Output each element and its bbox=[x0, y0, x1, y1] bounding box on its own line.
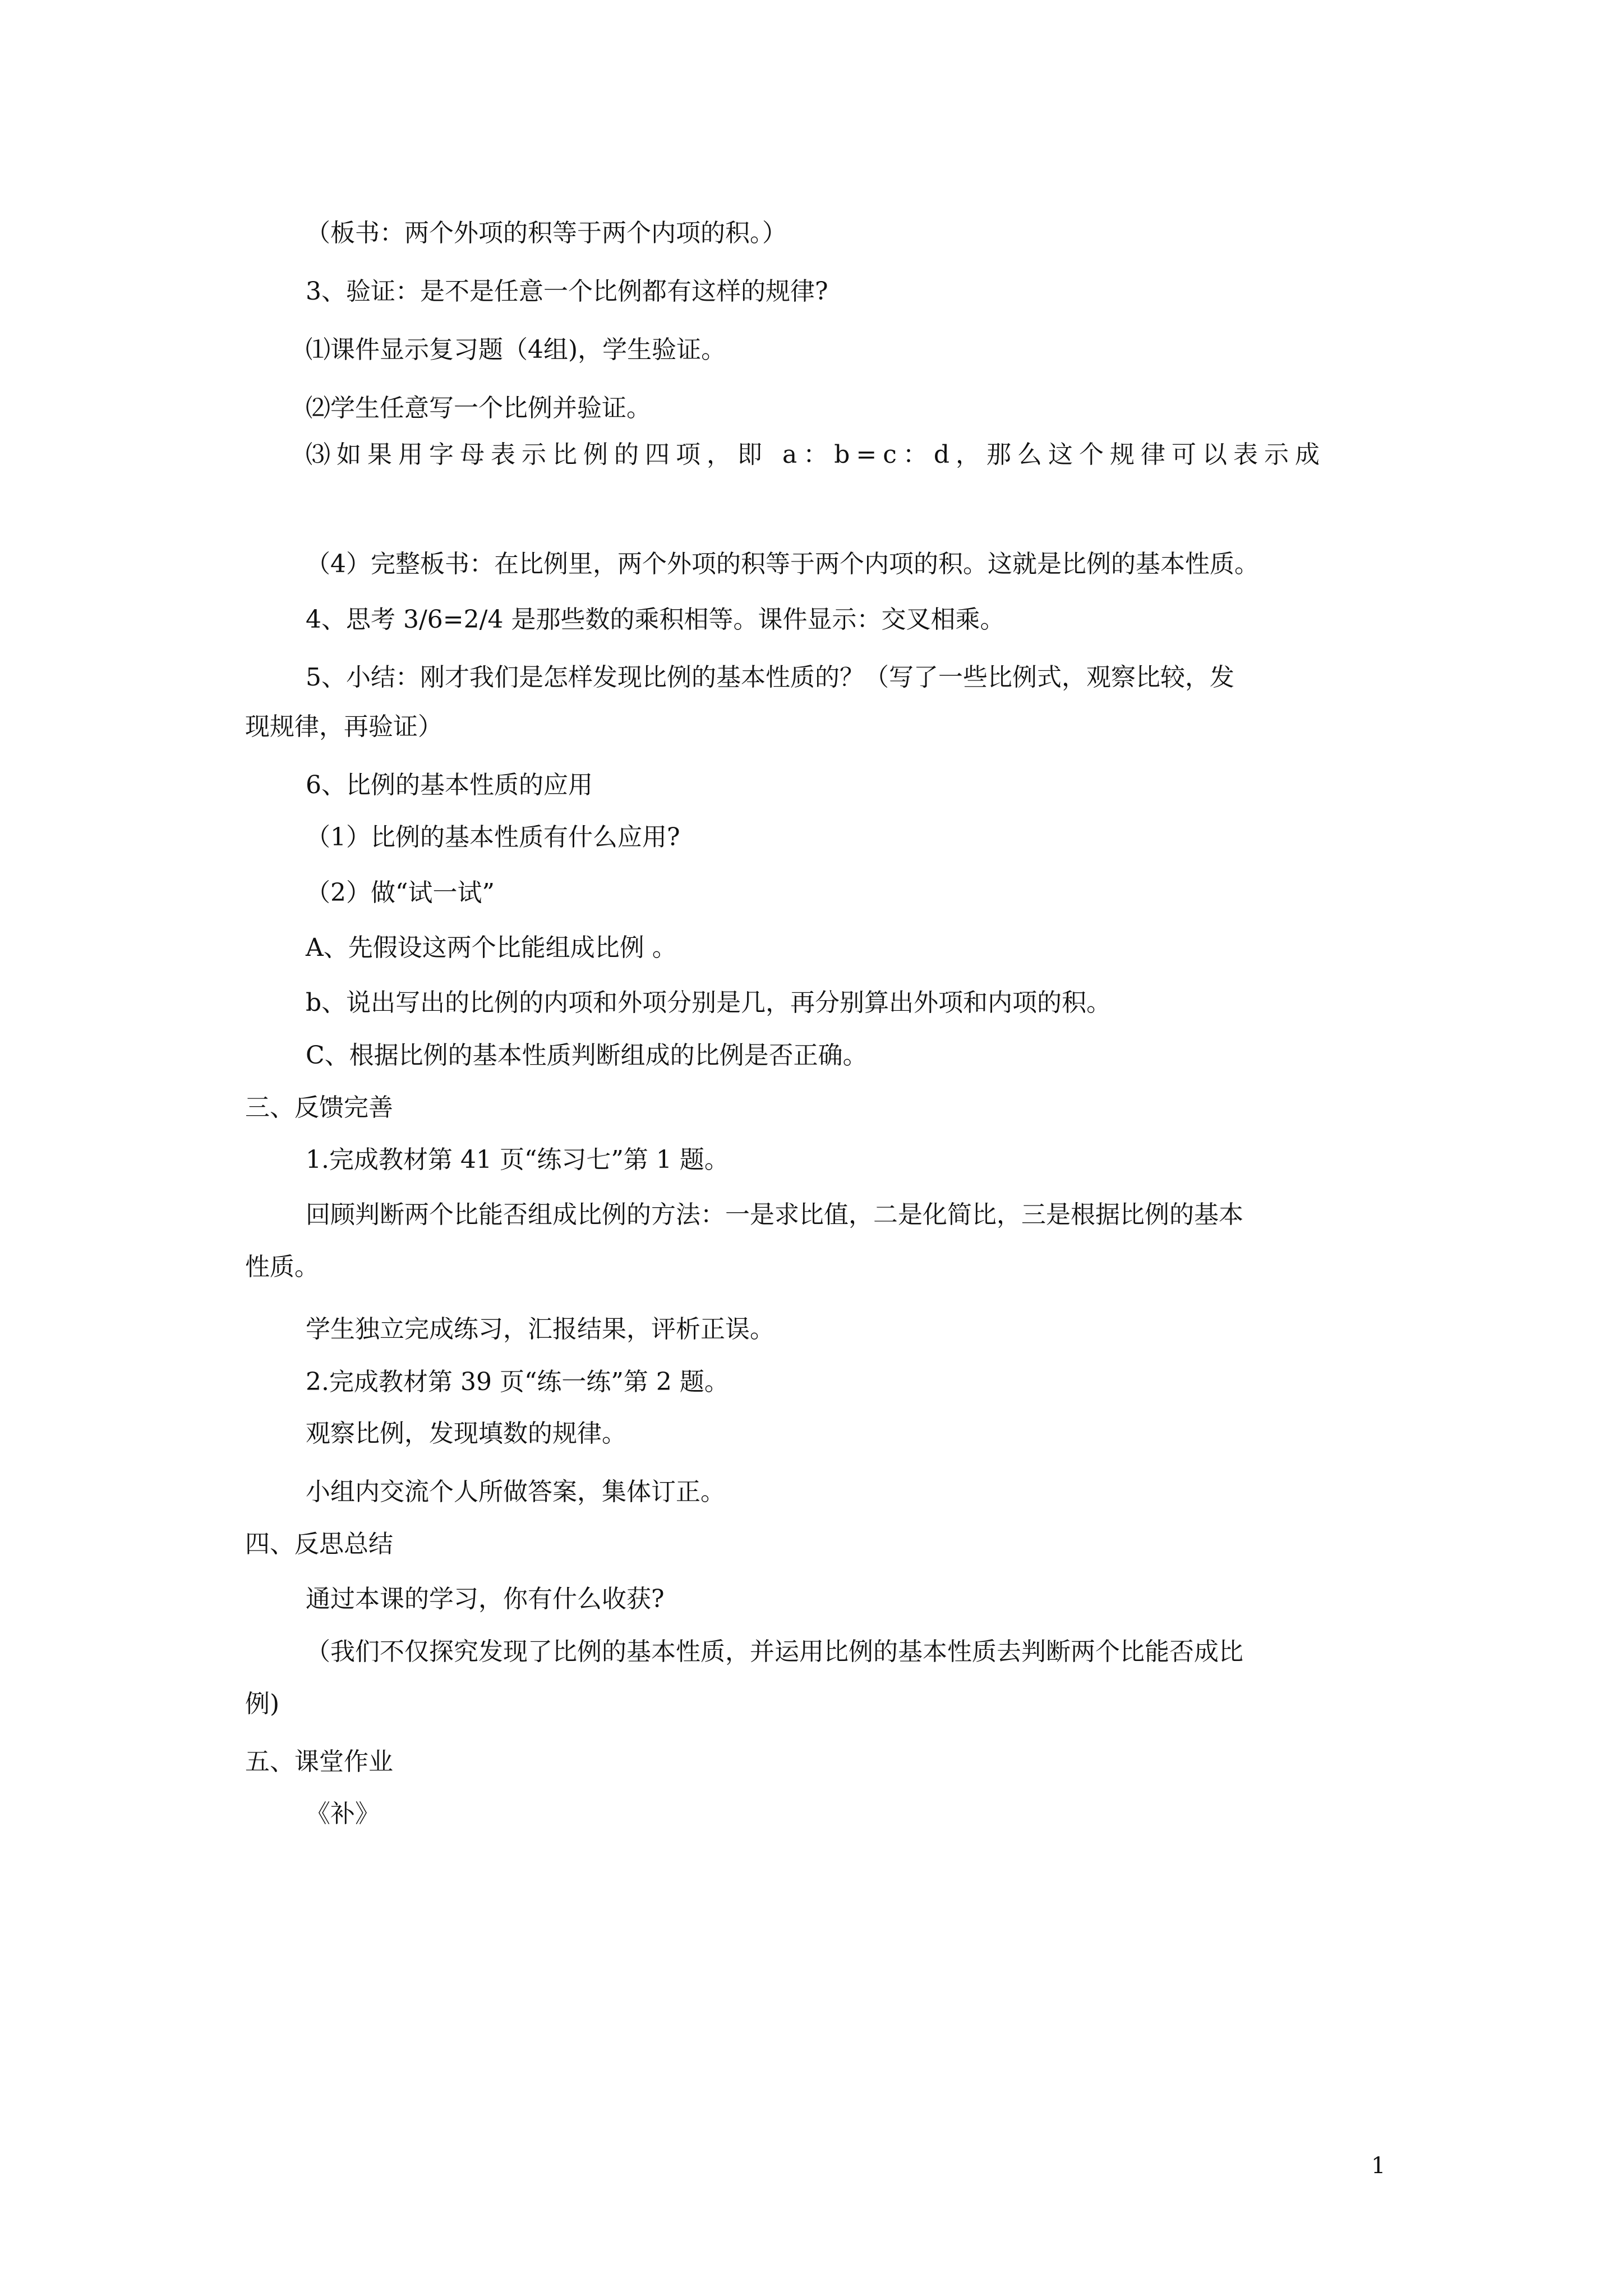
text-line-5: ⑶如果用字母表示比例的四项，即 a：b=c：d，那么这个规律可以表示成 bbox=[306, 440, 1326, 469]
text-line-19: 性质。 bbox=[245, 1253, 319, 1281]
text-line-12: （2）做“试一试” bbox=[306, 878, 495, 907]
text-line-9: 现规律，再验证） bbox=[245, 712, 442, 741]
text-line-8: 5、小结：刚才我们是怎样发现比例的基本性质的？（写了一些比例式，观察比较，发 bbox=[306, 663, 1234, 692]
text-line-7: 4、思考 3/6=2/4 是那些数的乘积相等。课件显示：交叉相乘。 bbox=[306, 605, 1005, 634]
text-line-1: （板书：两个外项的积等于两个内项的积。） bbox=[306, 219, 787, 247]
page-number: 1 bbox=[1371, 2153, 1386, 2179]
section-heading-3: 三、反馈完善 bbox=[245, 1093, 393, 1122]
text-line-29: 《补》 bbox=[306, 1800, 380, 1828]
text-line-3: ⑴课件显示复习题（4组)，学生验证。 bbox=[306, 335, 726, 364]
text-line-25: 通过本课的学习，你有什么收获? bbox=[306, 1585, 665, 1613]
text-line-14: b、说出写出的比例的内项和外项分别是几，再分别算出外项和内项的积。 bbox=[306, 988, 1112, 1017]
text-line-21: 2.完成教材第 39 页“练一练”第 2 题。 bbox=[306, 1368, 729, 1396]
text-line-22: 观察比例，发现填数的规律。 bbox=[306, 1419, 626, 1448]
section-heading-5: 五、课堂作业 bbox=[245, 1747, 393, 1776]
text-line-6: （4）完整板书：在比例里，两个外项的积等于两个内项的积。这就是比例的基本性质。 bbox=[306, 550, 1259, 578]
text-line-11: （1）比例的基本性质有什么应用? bbox=[306, 823, 680, 852]
text-line-10: 6、比例的基本性质的应用 bbox=[306, 771, 593, 799]
text-line-17: 1.完成教材第 41 页“练习七”第 1 题。 bbox=[306, 1145, 729, 1174]
text-line-15: C、根据比例的基本性质判断组成的比例是否正确。 bbox=[306, 1041, 868, 1070]
text-line-4: ⑵学生任意写一个比例并验证。 bbox=[306, 394, 651, 422]
text-line-13: A、先假设这两个比能组成比例 。 bbox=[306, 933, 677, 962]
text-line-26: （我们不仅探究发现了比例的基本性质，并运用比例的基本性质去判断两个比能否成比 bbox=[306, 1637, 1243, 1666]
text-line-20: 学生独立完成练习，汇报结果，评析正误。 bbox=[306, 1315, 774, 1343]
text-line-18: 回顾判断两个比能否组成比例的方法：一是求比值，二是化简比，三是根据比例的基本 bbox=[306, 1200, 1243, 1229]
text-line-23: 小组内交流个人所做答案，集体订正。 bbox=[306, 1478, 725, 1506]
section-heading-4: 四、反思总结 bbox=[245, 1530, 393, 1558]
text-line-27: 例) bbox=[245, 1690, 280, 1718]
text-line-2: 3、验证：是不是任意一个比例都有这样的规律? bbox=[306, 277, 828, 306]
